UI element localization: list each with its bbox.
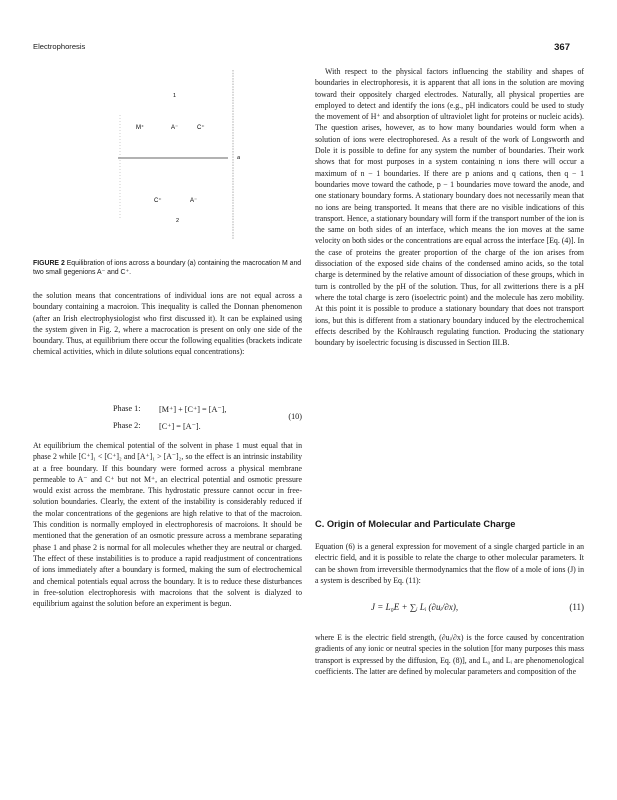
right-paragraph-2: Equation (6) is a general expression for movement of a single charged particle in an electric field, and it is possible to relate the charge to other molecular parameters. It can be shown from irreversible thermodynamics that the flow of a mole of ions (J) in a system is described by Eq. (11): <box>315 542 584 585</box>
caption-text: Equilibration of ions across a boundary (a) containing the macrocation M and two small gegenions A⁻ and C⁺. <box>33 260 302 277</box>
left-column-bottom <box>33 440 302 609</box>
left-paragraph-1: the solution means that concentrations of individual ions are not equal across a boundary containing a macroion. This inequality is called the Donnan phenomenon (after an Irish electrophysiologist who first discussed it). It can be explained using the system given in Fig. 2, where a macrocation is present on only one side of the boundary. Thus, at equilibrium there occur the following equalities (brackets indicate chemical activities, which in dilute solutions equal concentrations): <box>33 291 302 357</box>
left-paragraph-2: At equilibrium the chemical potential of the solvent in phase 1 must equal that in phase 2 while [C⁺]₁ < [C⁺]₂ and [A⁺]₁ > [A⁻]₂, so the effect is an intrinsic instability at a free boundary. If this boundary were formed across a physical membrane permeable to A⁻ and C⁺ but not M⁺, an electrical potential and osmotic pressure would exist across the membrane. This hydrostatic pressure cannot occur in free-solution boundaries. Clearly, the extent of the instability is considerably reduced if the molar concentrations of the gegenions are high relative to that of the macroion. This condition is normally employed in electrophoresis of macroions. It should be mentioned that the generation of an osmotic pressure across a membrane separating phase 1 and phase 2 is normal for all molecules whether they are neutral or charged. The effect of these instabilities is to produce a rapid readjustment of concentrations of ions immediately after a boundary is formed, making the sum of electrochemical and chemical potentials equal across the boundary. It is to reduce these disturbances in free-solution electrophoresis with macroions that the solvent is dialyzed to equilibrium against the solution before an experiment is begun. <box>33 441 302 609</box>
phase1-label: 1 <box>173 93 177 99</box>
eq11-expression: J = L₀E + ∑ᵢ Lᵢ (∂uᵢ/∂x), <box>371 602 459 612</box>
section-heading: C. Origin of Molecular and Particulate Charge <box>315 519 516 529</box>
m-plus-label: M⁺ <box>136 125 145 131</box>
running-title: Electrophoresis <box>33 42 86 51</box>
a-minus-top-label: A⁻ <box>171 125 179 131</box>
c-plus-top-label: C⁺ <box>197 125 205 131</box>
eq10-number: (10) <box>288 412 302 421</box>
figure-2-diagram <box>100 60 300 260</box>
eq10-phase2-label: Phase 2: <box>113 421 141 430</box>
a-minus-bottom-label: A⁻ <box>190 198 198 204</box>
right-paragraph-1: With respect to the physical factors influencing the stability and shapes of boundaries in electrophoresis, it is apparent that all ions in the solution are moving toward their oppositely charged electrodes. Naturally, all physical properties are employed to detect and identify the ions (e.g., pH indicators could be used to study the movement of H⁺ and absorption of ultraviolet light for proteins or nucleic acids). The question arises, however, as to how many boundaries would form when a solution of ions were electrophoresed. As a result of the work of Longsworth and Dole it is possible to define for any system the number of boundaries. Their work shows that for most purposes in a system containing n ions there will occur a maximum of n − 1 boundaries. If there are p anions and q cations, then q − 1 boundaries move toward the cathode, p − 1 boundaries move toward the anode, and one stationary boundary forms. A stationary boundary does not necessarily mean that no ions are being transported. It means that there are no visible indications of this transport. Hence, a stationary boundary will form if the transport number of the ion is the same on both sides of an interface, which means the ion moves at the same velocity on both sides or the concentrations are equal across the interface [Eq. (4)]. In the case of proteins the greater proportion of the charge of the ion arises from dissociation of the exposed side chains of the condensed amino acids, so the total charge is determined by the relative amount of dissociation of these groups, which in turn is controlled by the pH of the solution. Thus, for all zwitterions there is a pH where the total charge is zero (isoelectric point) and the molecule has zero mobility. At this point it is possible to produce a stationary boundary that does not transport ions, but this is different from a stationary boundary induced by the electrochemical effects described by the Kohlrausch regulating function. Producing the stationary boundary by isoelectric focusing is discussed in Section III.B. <box>315 67 584 348</box>
eq10-phase1-label: Phase 1: <box>113 404 141 413</box>
phase2-label: 2 <box>176 218 180 224</box>
figure-caption <box>33 259 302 278</box>
equation-10 <box>33 404 302 434</box>
eq10-phase2-eq: [C⁺] = [A⁻]. <box>159 422 201 431</box>
caption-label: FIGURE 2 <box>33 260 65 267</box>
eq10-phase1-eq: [M⁺] + [C⁺] = [A⁻], <box>159 405 227 414</box>
eq11-number: (11) <box>569 602 584 612</box>
right-paragraph-3: where E is the electric field strength, (∂uᵢ/∂x) is the force caused by concentration gradients of any ionic or neutral species in the solution [for many purposes this mass transport is expressed by the diffusion, Eq. (8)], and L₀ and Lᵢ are phenomenological coefficients. The latter are defined by molecular parameters and composition of the <box>315 633 584 676</box>
right-column-mid <box>315 541 584 586</box>
right-column-top <box>315 66 584 348</box>
boundary-a-label: a <box>237 155 241 161</box>
page-number: 367 <box>554 42 570 53</box>
right-column-bottom <box>315 632 584 677</box>
c-plus-bottom-label: C⁺ <box>154 198 162 204</box>
equation-11 <box>315 602 584 618</box>
left-column-top <box>33 290 302 358</box>
